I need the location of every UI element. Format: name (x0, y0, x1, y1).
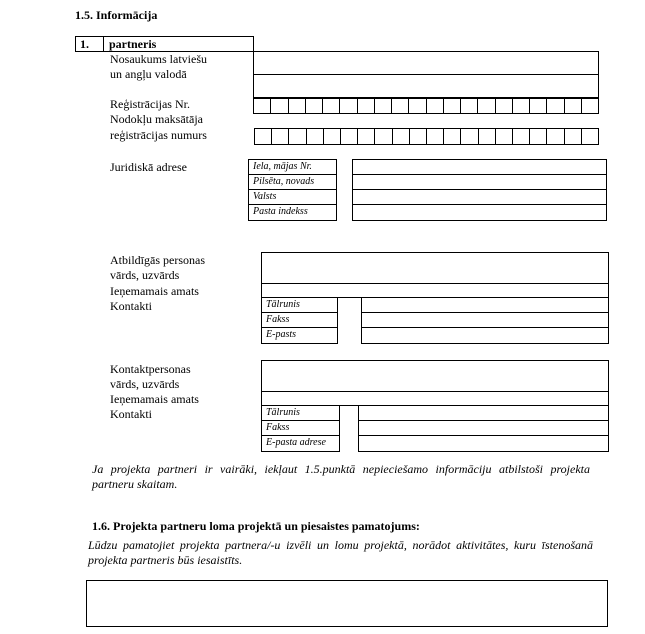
digit-cell[interactable] (444, 129, 461, 144)
responsible-label: Atbildīgās personas (110, 253, 205, 267)
digit-cell[interactable] (478, 99, 495, 113)
digit-cell[interactable] (272, 129, 289, 144)
digit-cell[interactable] (565, 99, 582, 113)
digit-cell[interactable] (513, 99, 530, 113)
responsible-contacts-label: Kontakti (110, 299, 152, 313)
tax-label: reģistrācijas numurs (110, 128, 207, 142)
digit-cell[interactable] (341, 129, 358, 144)
name-field[interactable] (253, 51, 599, 98)
digit-cell[interactable] (323, 99, 340, 113)
phone-label: Tālrunis (262, 406, 339, 421)
digit-cell[interactable] (513, 129, 530, 144)
reg-label: Reģistrācijas Nr. (110, 97, 190, 111)
address-label: Juridiskā adrese (110, 160, 187, 174)
partners-note: Ja projekta partneri ir vairāki, iekļaut 1.5.punktā nepieciešamo informāciju atbilstoši projekta partneru skaitam. (92, 462, 590, 491)
digit-cell[interactable] (565, 129, 582, 144)
digit-cell[interactable] (307, 129, 324, 144)
responsible-contact-labels (261, 297, 338, 344)
responsible-name-field[interactable] (261, 252, 609, 298)
digit-cell[interactable] (255, 129, 272, 144)
fax-label: Fakss (262, 313, 337, 328)
tax-label: Nodokļu maksātāja (110, 112, 203, 126)
partner-title: partneris (109, 37, 157, 51)
fax-label: Fakss (262, 421, 339, 436)
section-16-title: 1.6. Projekta partneru loma projektā un piesaistes pamatojums: (92, 519, 420, 533)
email-label: E-pasts (266, 329, 296, 340)
responsible-contact-fields[interactable] (361, 297, 609, 344)
section-title: 1.5. Informācija (75, 8, 158, 22)
digit-cell[interactable] (427, 129, 444, 144)
digit-cell[interactable] (358, 129, 375, 144)
digit-cell[interactable] (289, 129, 306, 144)
digit-cell[interactable] (496, 99, 513, 113)
contact-contact-fields[interactable] (358, 405, 609, 452)
section-16-answer-field[interactable] (86, 580, 608, 627)
address-fields[interactable] (352, 159, 607, 221)
responsible-position-label: Ieņemamais amats (110, 284, 199, 298)
digit-cell[interactable] (393, 129, 410, 144)
reg-number-field[interactable] (253, 98, 599, 114)
digit-cell[interactable] (530, 129, 547, 144)
digit-cell[interactable] (461, 129, 478, 144)
digit-cell[interactable] (409, 99, 426, 113)
digit-cell[interactable] (375, 129, 392, 144)
name-label: Nosaukums latviešu (110, 52, 207, 66)
street-label: Iela, mājas Nr. (249, 160, 336, 175)
responsible-label: vārds, uzvārds (110, 268, 180, 282)
digit-cell[interactable] (254, 99, 271, 113)
phone-label: Tālrunis (262, 298, 337, 313)
contact-contacts-label: Kontakti (110, 407, 152, 421)
country-label: Valsts (249, 190, 336, 205)
digit-cell[interactable] (496, 129, 513, 144)
postal-label: Pasta indekss (253, 206, 308, 217)
digit-cell[interactable] (392, 99, 409, 113)
digit-cell[interactable] (271, 99, 288, 113)
email-label: E-pasta adrese (266, 437, 326, 448)
digit-cell[interactable] (306, 99, 323, 113)
digit-cell[interactable] (530, 99, 547, 113)
address-labels (248, 159, 337, 221)
digit-cell[interactable] (410, 129, 427, 144)
partner-header (75, 36, 254, 52)
city-label: Pilsēta, novads (249, 175, 336, 190)
digit-cell[interactable] (289, 99, 306, 113)
section-16-instruction: Lūdzu pamatojiet projekta partnera/-u izvēli un lomu projektā, norādot aktivitātes, kuru īstenošanā projekta partneris būs iesaistīts. (88, 538, 593, 567)
digit-cell[interactable] (340, 99, 357, 113)
tax-number-field[interactable] (254, 128, 599, 145)
digit-cell[interactable] (375, 99, 392, 113)
digit-cell[interactable] (461, 99, 478, 113)
contact-label: vārds, uzvārds (110, 377, 180, 391)
digit-cell[interactable] (547, 99, 564, 113)
digit-cell[interactable] (427, 99, 444, 113)
digit-cell[interactable] (444, 99, 461, 113)
name-label: un angļu valodā (110, 67, 187, 81)
digit-cell[interactable] (582, 99, 599, 113)
digit-cell[interactable] (324, 129, 341, 144)
digit-cell[interactable] (479, 129, 496, 144)
partner-number: 1. (80, 37, 89, 51)
digit-cell[interactable] (547, 129, 564, 144)
contact-contact-labels (261, 405, 340, 452)
digit-cell[interactable] (358, 99, 375, 113)
contact-position-label: Ieņemamais amats (110, 392, 199, 406)
contact-label: Kontaktpersonas (110, 362, 191, 376)
contact-name-field[interactable] (261, 360, 609, 406)
digit-cell[interactable] (582, 129, 599, 144)
